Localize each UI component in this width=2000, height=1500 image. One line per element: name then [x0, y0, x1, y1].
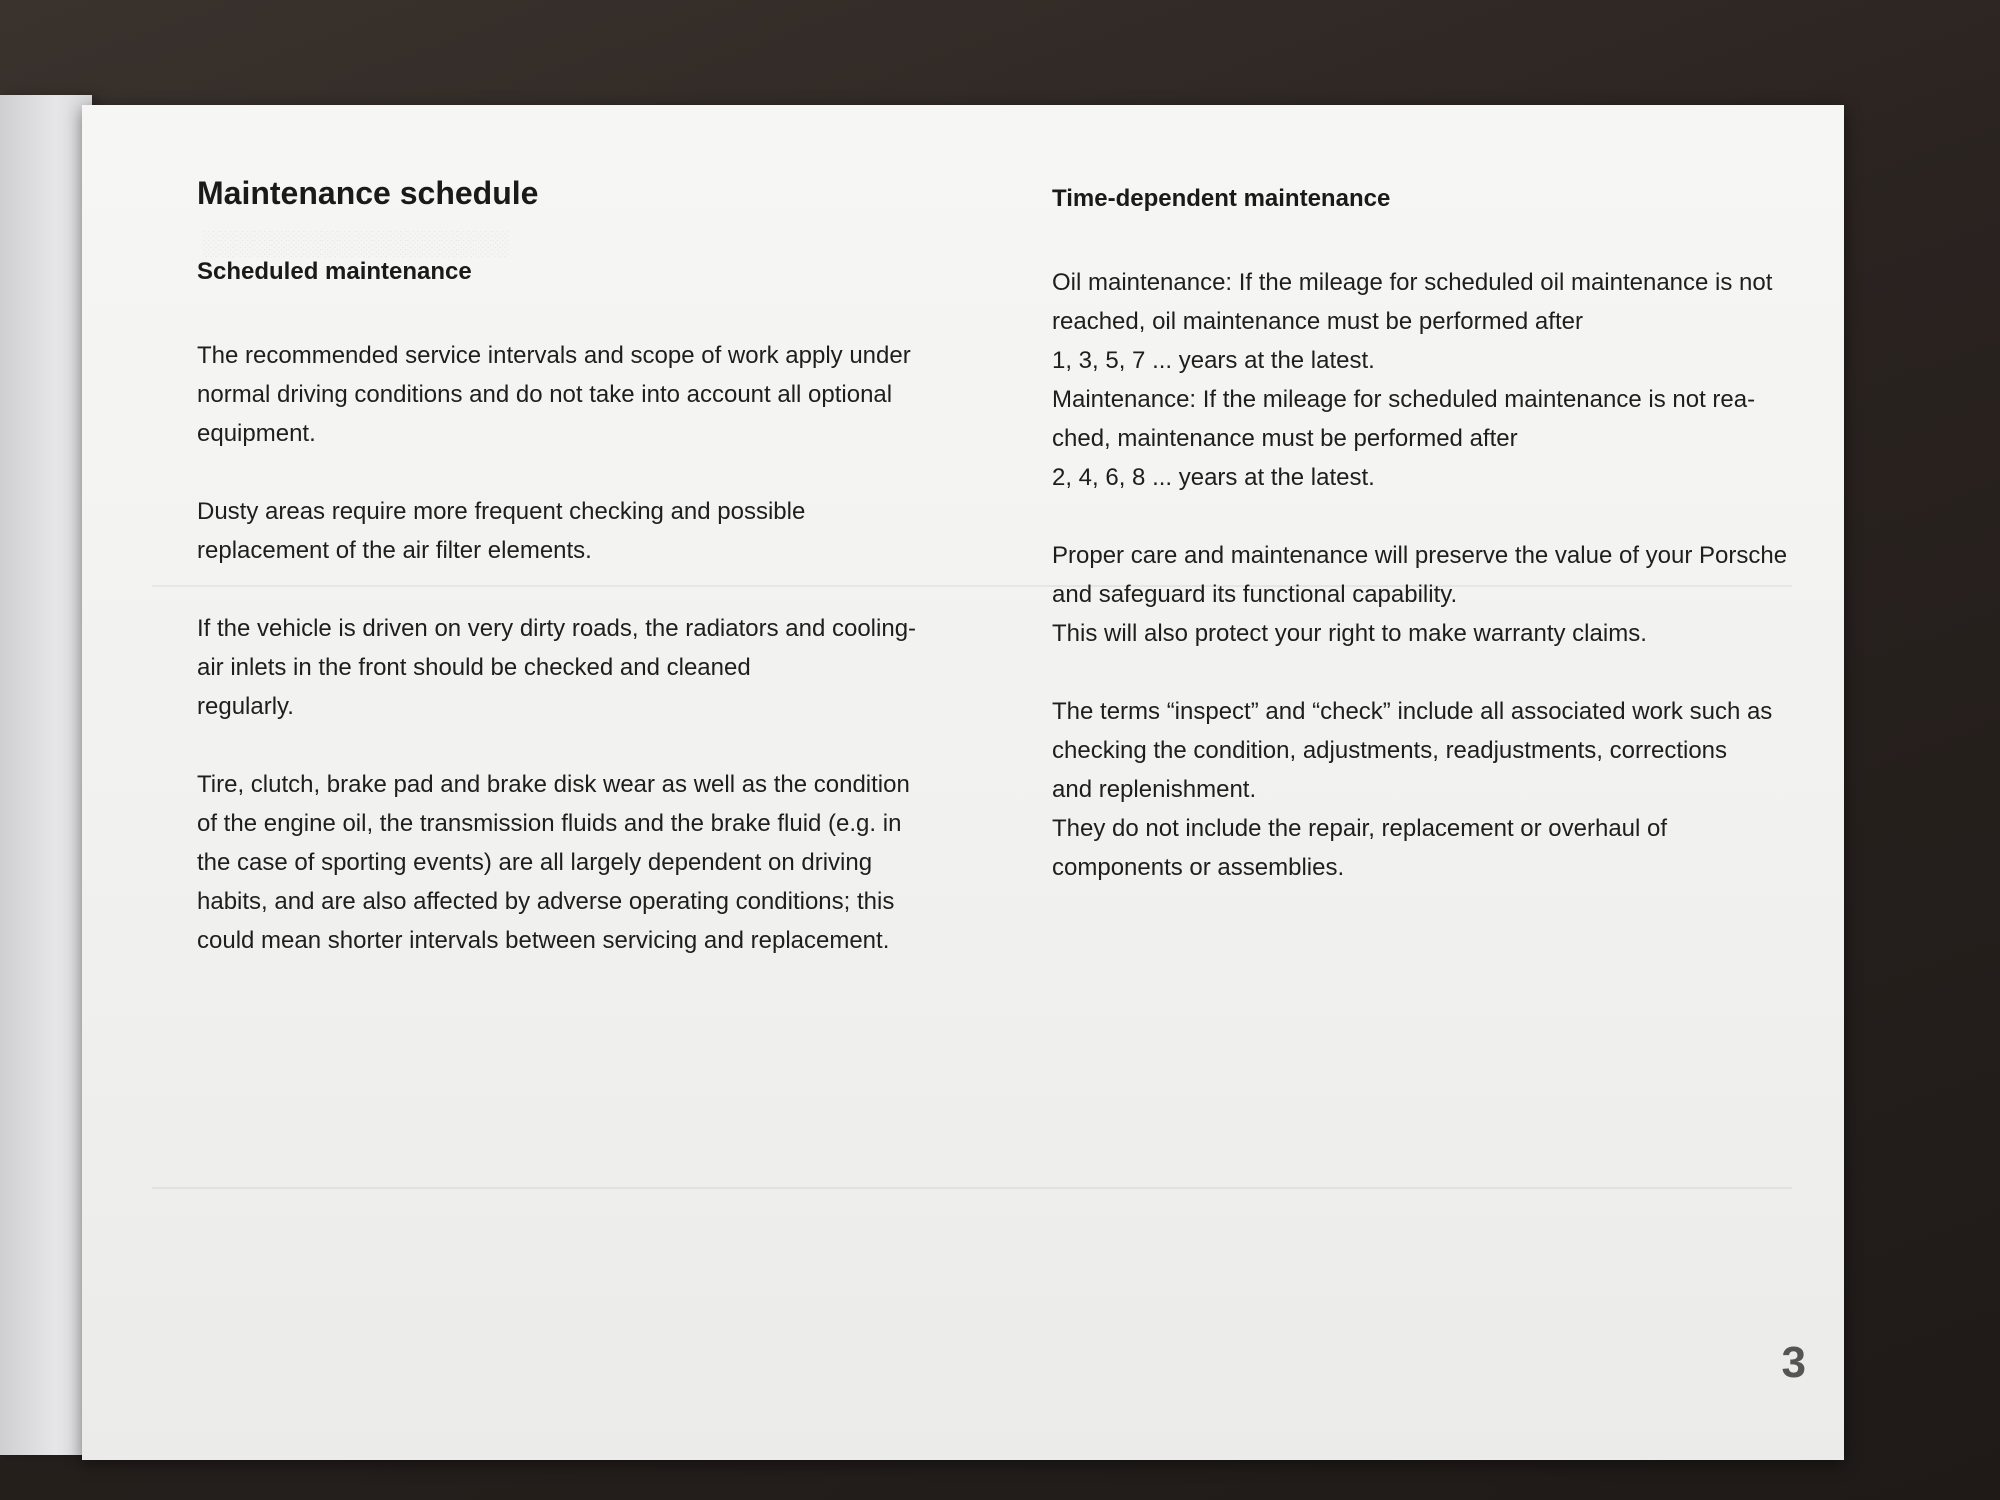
paragraph-warranty: This will also protect your right to make warranty claims.	[1052, 620, 1647, 647]
page-title: Maintenance schedule	[197, 175, 539, 211]
scheduled-maintenance-heading: Scheduled maintenance	[197, 258, 472, 285]
paragraph-exclusions: They do not include the repair, replacement or overhaul of components or assemblies.	[1052, 815, 1668, 881]
paragraph-service-intervals: The recommended service intervals and scope of work apply under normal driving conditions and do not take into account all optional equipment.	[197, 342, 911, 447]
paragraph-dirty-roads: If the vehicle is driven on very dirty roads, the radiators and cooling- air inlets in the front should be checked and cleaned regularly.	[197, 615, 917, 720]
bleed-through-text: ░░░░░░░░░░░░░░░░░░	[202, 230, 509, 257]
paragraph-wear-conditions: Tire, clutch, brake pad and brake disk wear as well as the condition of the engine oil, the transmission fluids and the brake fluid (e.g. in the case of sporting events) are all largely dependent on driving habits, and are also affected by adverse operating conditions; this could mean shorter intervals between servicing and replacement.	[197, 771, 910, 954]
manual-page	[82, 105, 1844, 1460]
paragraph-proper-care: Proper care and maintenance will preserve the value of your Porsche and safeguard its functional capability.	[1052, 542, 1788, 608]
paragraph-dusty-areas: Dusty areas require more frequent checking and possible replacement of the air filter elements.	[197, 498, 806, 564]
paragraph-maintenance: Maintenance: If the mileage for scheduled maintenance is not rea- ched, maintenance must be performed after 2, 4, 6, 8 ... years at the latest.	[1052, 386, 1756, 491]
paragraph-terms: The terms “inspect” and “check” include all associated work such as checking the condition, adjustments, readjustments, corrections and replenishment.	[1052, 698, 1773, 803]
time-dependent-maintenance-heading: Time-dependent maintenance	[1052, 185, 1391, 212]
page-number: 3	[1781, 1338, 1806, 1387]
left-column	[197, 175, 967, 960]
paragraph-oil-maintenance: Oil maintenance: If the mileage for scheduled oil maintenance is not reached, oil maintenance must be performed after 1, 3, 5, 7 ... years at the latest.	[1052, 269, 1773, 374]
facing-page-edge	[0, 95, 92, 1455]
right-column	[1052, 185, 1852, 887]
